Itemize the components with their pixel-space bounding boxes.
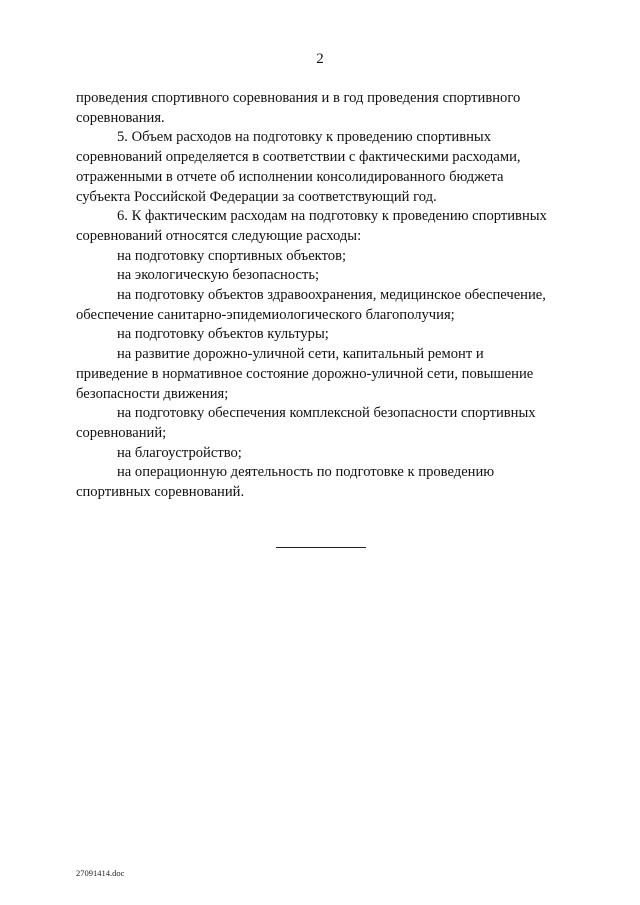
document-body: [76, 89, 564, 503]
paragraph-continuation: проведения спортивного соревнования и в год проведения спортивного соревнования.: [76, 90, 521, 126]
list-item-landscaping: на благоустройство;: [117, 444, 242, 461]
list-item-culture: на подготовку объектов культуры;: [117, 326, 329, 343]
paragraph-item-6: 6. К фактическим расходам на подготовку к проведению спортивных соревнований относятся следующие расходы:: [76, 208, 547, 244]
list-item-operations: на операционную деятельность по подготовке к проведению спортивных соревнований.: [76, 464, 495, 501]
list-item-security: на подготовку обеспечения комплексной безопасности спортивных соревнований;: [76, 405, 536, 441]
end-separator-line: [276, 547, 366, 548]
paragraph-item-5: 5. Объем расходов на подготовку к проведению спортивных соревнований определяется в соответствии с фактическими расходами, отраженными в отчете об исполнении консолидированного бюджета субъекта Российской Федерации за соответствующий год.: [76, 129, 521, 205]
list-item-sport-facilities: на подготовку спортивных объектов;: [117, 247, 347, 264]
footer-filename: 27091414.doc: [76, 868, 125, 878]
page-number: 2: [316, 51, 324, 67]
list-item-healthcare: на подготовку объектов здравоохранения, медицинское обеспечение, обеспечение санитарно-эпидемиологического благополучия;: [76, 287, 546, 323]
list-item-ecology: на экологическую безопасность;: [117, 267, 320, 284]
list-item-roads: на развитие дорожно-уличной сети, капитальный ремонт и приведение в нормативное состояние дорожно-уличной сети, повышение безопасности движения;: [76, 346, 534, 402]
